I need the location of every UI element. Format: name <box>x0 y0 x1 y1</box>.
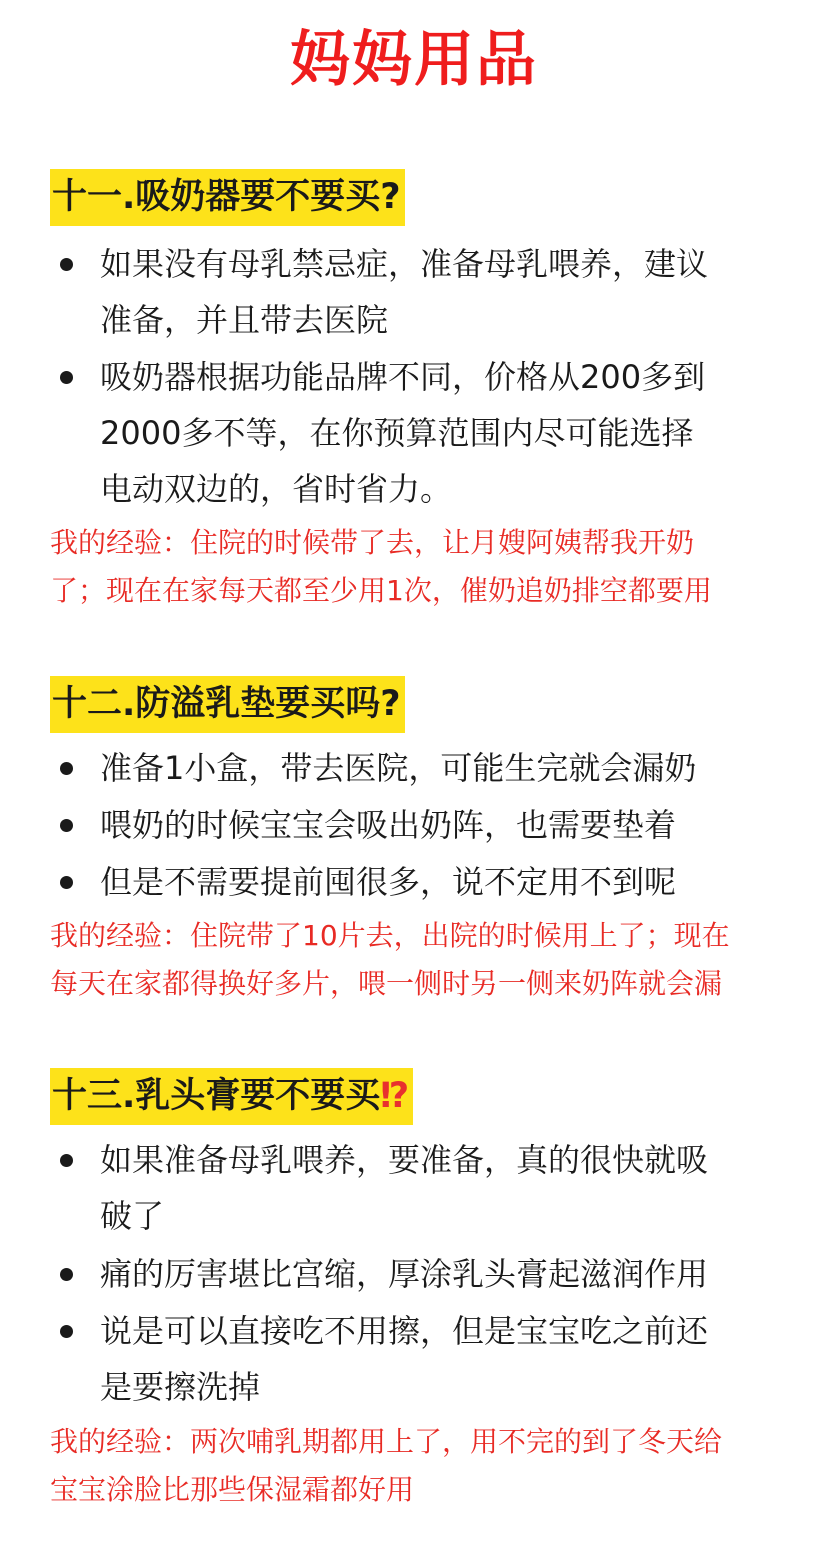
bullet-text: 吸奶器根据功能品牌不同，价格从200多到 <box>100 358 706 396</box>
bullet-dot-icon <box>60 762 73 775</box>
bullet-text: 是要擦洗掉 <box>100 1368 261 1406</box>
experience-note: 了；现在在家每天都至少用1次，催奶追奶排空都要用 <box>50 574 712 607</box>
bullet-text: 如果准备母乳喂养，要准备，真的很快就吸 <box>100 1141 709 1179</box>
experience-note: 我的经验：住院的时候带了去，让月嫂阿姨帮我开奶 <box>50 526 695 559</box>
bullet-text: 破了 <box>100 1197 165 1235</box>
section-heading <box>50 1068 413 1125</box>
experience-note: 我的经验：住院带了10片去，出院的时候用上了；现在 <box>50 919 730 952</box>
page-title: 妈妈用品 <box>290 25 538 95</box>
experience-note: 宝宝涂脸比那些保湿霜都好用 <box>50 1473 415 1506</box>
bullet-text: 电动双边的，省时省力。 <box>100 470 453 508</box>
bullet-text: 准备1小盒，带去医院，可能生完就会漏奶 <box>100 749 697 787</box>
bullet-dot-icon <box>60 876 73 889</box>
bullet-dot-icon <box>60 258 73 271</box>
experience-note: 每天在家都得换好多片，喂一侧时另一侧来奶阵就会漏 <box>50 967 723 1000</box>
bullet-text: 痛的厉害堪比宫缩，厚涂乳头膏起滋润作用 <box>100 1255 709 1293</box>
bullet-dot-icon <box>60 819 73 832</box>
bullet-text: 但是不需要提前囤很多，说不定用不到呢 <box>100 863 677 901</box>
bullet-text: 准备，并且带去医院 <box>100 301 389 339</box>
bullet-text: 2000多不等，在你预算范围内尽可能选择 <box>100 414 694 452</box>
bullet-text: 喂奶的时候宝宝会吸出奶阵，也需要垫着 <box>100 806 677 844</box>
bullet-dot-icon <box>60 1325 73 1338</box>
section-heading-text: 十三.乳头膏要不要买 <box>52 1076 381 1116</box>
exclamation-question-icon: ⁉ <box>380 1076 410 1116</box>
experience-note: 我的经验：两次哺乳期都用上了，用不完的到了冬天给 <box>50 1425 723 1458</box>
bullet-text: 如果没有母乳禁忌症，准备母乳喂养，建议 <box>100 245 709 283</box>
bullet-dot-icon <box>60 371 73 384</box>
section-heading: 十二.防溢乳垫要买吗? <box>50 676 405 733</box>
section-heading: 十一.吸奶器要不要买? <box>50 169 405 226</box>
bullet-dot-icon <box>60 1268 73 1281</box>
bullet-dot-icon <box>60 1154 73 1167</box>
bullet-text: 说是可以直接吃不用擦，但是宝宝吃之前还 <box>100 1312 709 1350</box>
